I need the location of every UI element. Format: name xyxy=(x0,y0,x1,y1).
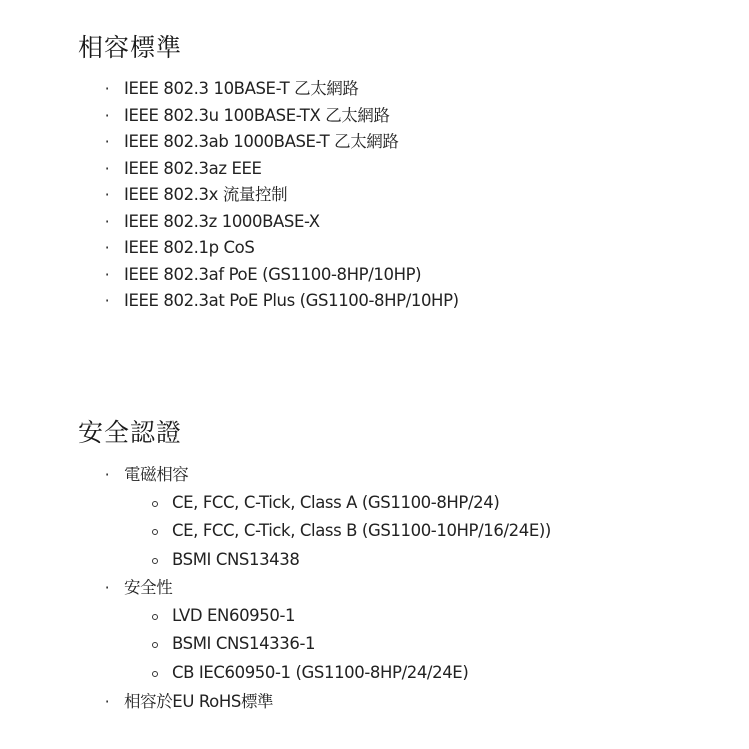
standards-heading: 相容標準 xyxy=(78,33,183,62)
list-item xyxy=(78,235,459,262)
circle-bullet-icon xyxy=(152,671,158,677)
standard-text: IEEE 802.3x 流量控制 xyxy=(124,185,288,204)
standard-text: IEEE 802.3ab 1000BASE-T 乙太網路 xyxy=(124,132,399,151)
safety-item-text: CB IEC60950-1 (GS1100-8HP/24/24E) xyxy=(172,662,469,682)
sub-list-item xyxy=(124,630,551,659)
standard-text: IEEE 802.3af PoE (GS1100-8HP/10HP) xyxy=(124,264,422,284)
standard-text: IEEE 802.1p CoS xyxy=(124,238,255,257)
list-item-rohs xyxy=(78,688,551,716)
safety-item-text: BSMI CNS14336-1 xyxy=(172,634,316,654)
standard-text: IEEE 802.3at PoE Plus (GS1100-8HP/10HP) xyxy=(124,291,459,310)
certifications-list xyxy=(78,461,551,715)
circle-bullet-icon xyxy=(152,558,158,564)
sub-list-item xyxy=(124,517,551,546)
bullet-dot-icon: · xyxy=(104,132,110,151)
circle-bullet-icon xyxy=(152,501,158,507)
list-item xyxy=(78,182,459,209)
standard-text: IEEE 802.3 10BASE-T 乙太網路 xyxy=(124,79,359,98)
bullet-dot-icon: · xyxy=(104,211,110,231)
sub-list-item xyxy=(124,546,551,575)
list-item-safety xyxy=(78,574,551,687)
bullet-dot-icon: · xyxy=(104,691,110,711)
emc-sublist xyxy=(124,489,551,575)
standard-text: IEEE 802.3az EEE xyxy=(124,158,262,178)
emc-item-text: CE, FCC, C-Tick, Class A (GS1100-8HP/24) xyxy=(172,492,500,512)
bullet-dot-icon: · xyxy=(104,465,110,484)
certifications-heading: 安全認證 xyxy=(78,418,183,447)
emc-item-text: BSMI CNS13438 xyxy=(172,549,300,569)
safety-label: 安全性 xyxy=(124,578,173,598)
list-item xyxy=(78,288,459,315)
bullet-dot-icon: · xyxy=(104,185,110,204)
standard-text: IEEE 802.3u 100BASE-TX 乙太網路 xyxy=(124,105,390,125)
safety-item-text: LVD EN60950-1 xyxy=(172,605,296,625)
sub-list-item xyxy=(124,602,551,631)
rohs-label: 相容於EU RoHS標準 xyxy=(124,691,274,711)
bullet-dot-icon: · xyxy=(104,238,110,257)
list-item xyxy=(78,129,459,156)
bullet-dot-icon: · xyxy=(104,158,110,178)
safety-sublist xyxy=(124,602,551,688)
emc-item-text: CE, FCC, C-Tick, Class B (GS1100-10HP/16/24E)) xyxy=(172,521,551,541)
standards-list xyxy=(78,76,459,315)
standards-section xyxy=(78,30,459,315)
sub-list-item xyxy=(124,489,551,518)
sub-list-item xyxy=(124,659,551,688)
list-item xyxy=(78,209,459,236)
bullet-dot-icon: · xyxy=(104,79,110,98)
list-item xyxy=(78,76,459,103)
list-item-emc xyxy=(78,461,551,574)
bullet-dot-icon: · xyxy=(104,291,110,310)
certifications-section xyxy=(78,415,551,715)
list-item xyxy=(78,156,459,183)
list-item xyxy=(78,103,459,130)
list-item xyxy=(78,262,459,289)
bullet-dot-icon: · xyxy=(104,578,110,598)
bullet-dot-icon: · xyxy=(104,264,110,284)
circle-bullet-icon xyxy=(152,614,158,620)
bullet-dot-icon: · xyxy=(104,105,110,125)
emc-label: 電磁相容 xyxy=(124,465,189,484)
circle-bullet-icon xyxy=(152,642,158,648)
circle-bullet-icon xyxy=(152,529,158,535)
standard-text: IEEE 802.3z 1000BASE-X xyxy=(124,211,320,231)
